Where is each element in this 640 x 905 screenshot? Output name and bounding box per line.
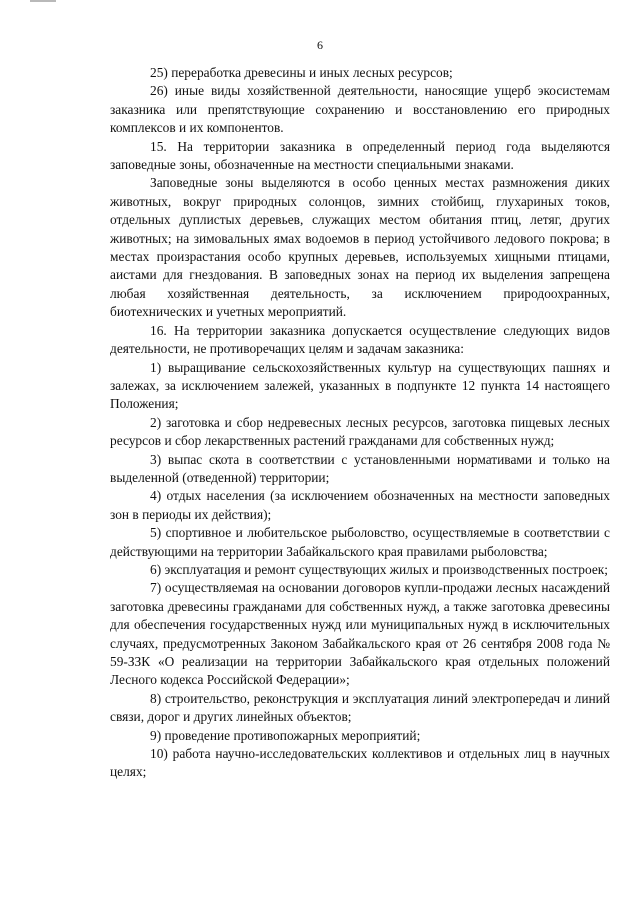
allowed-item-10: 10) работа научно-исследовательских коллективов и отдельных лиц в научных целях; <box>110 746 610 780</box>
allowed-item-7: 7) осуществляемая на основании договоров купли-продажи лесных насаждений заготовка древесины гражданами для собственных нужд, а также заготовка древесины для обеспечения государственных нужд или муниципальных нужд в исключительных случаях, предусмотренных Законом Забайкальского края от 26 сентября 2008 года № 59-ЗЗК «О реализации на территории Забайкальского края отдельных положений Лесного кодекса Российской Федерации»; <box>110 580 610 688</box>
document-body <box>110 64 610 782</box>
section-16: 16. На территории заказника допускается осуществление следующих видов деятельности, не противоречащих целям и задачам заказника: <box>110 322 610 357</box>
page-number: 6 <box>317 38 323 52</box>
allowed-item-9: 9) проведение противопожарных мероприятий; <box>150 727 421 743</box>
allowed-item-2: 2) заготовка и сбор недревесных лесных ресурсов, заготовка пищевых лесных ресурсов и сбор лекарственных растений гражданами для собственных нужд; <box>110 414 610 449</box>
allowed-item-4: 4) отдых населения (за исключением обозначенных на местности заповедных зон в периоды их действия); <box>110 488 610 522</box>
scan-corner-mark <box>30 0 56 2</box>
allowed-item-8: 8) строительство, реконструкция и эксплуатация линий электропередач и линий связи, дорог и других линейных объектов; <box>110 690 610 725</box>
allowed-item-5: 5) спортивное и любительское рыболовство, осуществляемые в соответствии с действующими на территории Забайкальского края правилами рыболовства; <box>110 525 610 559</box>
section-15: 15. На территории заказника в определенный период года выделяются заповедные зоны, обозначенные на местности специальными знаками. <box>110 138 610 173</box>
item-25: 25) переработка древесины и иных лесных ресурсов; <box>150 65 453 80</box>
protected-zones-paragraph: Заповедные зоны выделяются в особо ценных местах размножения диких животных, вокруг природных солонцов, зимних стойбищ, глухариных токов, отдельных дуплистых деревьев, служащих местом обитания птиц, летяг, других животных; на зимовальных ямах водоемов в период устойчивого ледового покрова; в местах произрастания особо крупных деревьев, используемых хищными птицами, аистами для гнездования. В заповедных зонах на период их выделения запрещена любая хозяйственная деятельность, за исключением природоохранных, биотехнических и учетных мероприятий. <box>110 175 610 320</box>
allowed-item-6: 6) эксплуатация и ремонт существующих жилых и производственных построек; <box>150 561 608 577</box>
allowed-item-3: 3) выпас скота в соответствии с установленными нормативами и только на выделенной (отведенной) территории; <box>110 451 610 485</box>
allowed-item-1: 1) выращивание сельскохозяйственных культур на существующих пашнях и залежах, за исключением залежей, указанных в подпункте 12 пункта 14 настоящего Положения; <box>110 359 610 412</box>
item-26: 26) иные виды хозяйственной деятельности, наносящие ущерб экосистемам заказника или препятствующие сохранению и восстановлению его природных комплексов и их компонентов. <box>110 83 610 136</box>
